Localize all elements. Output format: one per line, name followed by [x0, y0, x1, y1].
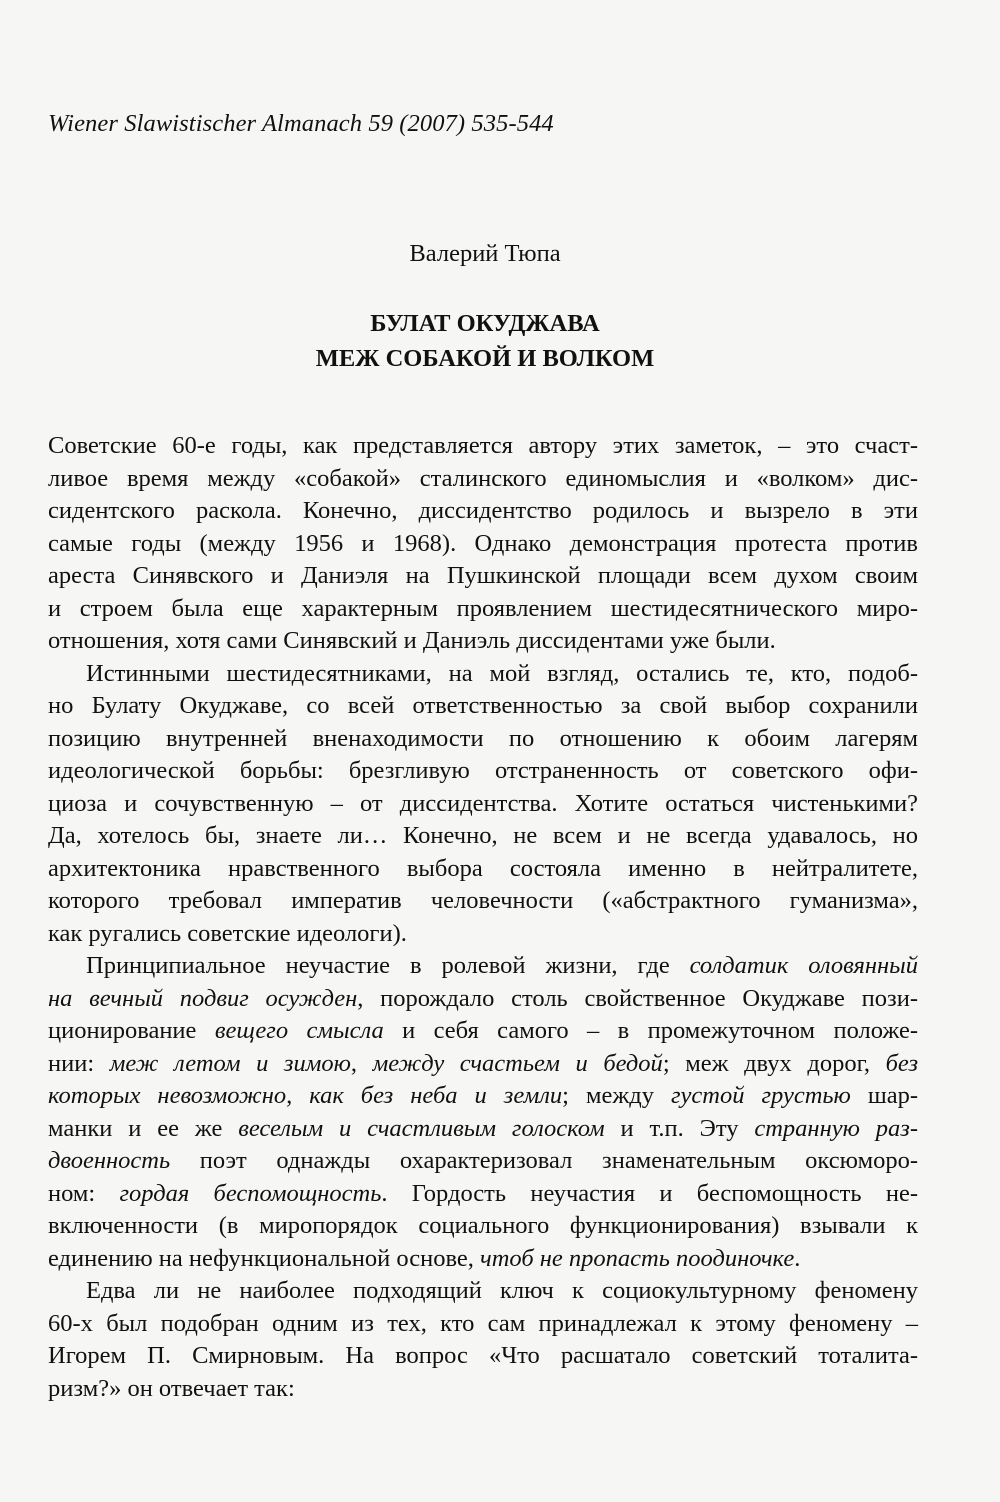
text-line — [48, 1340, 918, 1373]
text-segment: но Булату Окуджаве, со всей ответственностью за свой выбор сохранили — [48, 692, 918, 719]
text-segment: которого требовал императив человечности («абстрактного гуманизма», — [48, 887, 918, 914]
journal-reference: Wiener Slawistischer Almanach 59 (2007) 535-544 — [48, 110, 554, 137]
text-line — [48, 1015, 918, 1048]
italic-quote: меж летом и зимою — [109, 1049, 351, 1077]
italic-quote: вещего смысла — [214, 1017, 384, 1044]
text-segment: позицию внутренней вненаходимости по отношению к обоим лагерям — [48, 724, 918, 752]
text-line — [48, 788, 918, 821]
text-line — [48, 820, 918, 853]
text-line — [48, 1080, 918, 1113]
italic-quote: на вечный подвиг осужден — [48, 984, 358, 1012]
text-line — [48, 723, 918, 756]
italic-quote: странную раз- — [754, 1114, 918, 1142]
text-line — [48, 528, 918, 561]
italic-quote: двоенность — [48, 1147, 171, 1174]
text-segment: отношения, хотя сами Синявский и Даниэль диссидентами уже были. — [48, 627, 776, 654]
title-line-2: МЕЖ СОБАКОЙ И ВОЛКОМ — [315, 345, 655, 372]
text-line — [48, 950, 918, 983]
text-segment: ; между — [562, 1082, 671, 1109]
text-segment: ционирование — [48, 1017, 215, 1044]
text-line — [48, 1308, 918, 1341]
italic-quote: веселым и счастливым голоском — [238, 1114, 605, 1142]
text-line — [48, 755, 918, 788]
text-line — [48, 1210, 918, 1243]
text-line — [48, 1373, 918, 1406]
text-segment: включенности (в миропорядок социального функционирования) взывали к — [48, 1212, 918, 1239]
text-segment: Едва ли не наиболее подходящий ключ к социокультурному феномену — [86, 1277, 918, 1304]
text-segment: нии: — [48, 1049, 110, 1077]
text-line — [48, 430, 918, 463]
text-segment: Принципиальное неучастие в ролевой жизни, где — [86, 952, 690, 979]
text-segment: Истинными шестидесятниками, на мой взгляд, остались те, кто, подоб- — [86, 659, 918, 687]
text-line — [48, 1178, 918, 1211]
text-segment: 60-х был подобран одним из тех, кто сам принадлежал к этому феномену – — [48, 1309, 918, 1337]
text-segment: Советские 60-е годы, как представляется автору этих заметок, – это счаст- — [48, 432, 918, 459]
text-segment: и т.п. Эту — [604, 1114, 755, 1142]
title-line-1: БУЛАТ ОКУДЖАВА — [370, 310, 600, 337]
italic-quote: солдатик оловянный — [689, 952, 918, 979]
italic-quote: между счастьем и бедой — [372, 1049, 663, 1077]
text-segment: , порождало столь свойственное Окуджаве пози- — [357, 984, 918, 1012]
text-line — [48, 593, 918, 626]
text-segment: ; меж двух дорог, — [662, 1049, 886, 1077]
text-line — [48, 495, 918, 528]
text-segment: архитектоника нравственного выбора состояла именно в нейтралитете, — [48, 854, 918, 882]
italic-quote: которых невозможно, как без неба и земли — [48, 1082, 563, 1109]
text-line — [48, 1113, 918, 1146]
text-line — [48, 918, 918, 951]
text-segment: ареста Синявского и Даниэля на Пушкинской площади всем духом своим — [48, 562, 918, 589]
article-title — [0, 306, 970, 376]
text-segment: как ругались советские идеологи). — [48, 919, 407, 947]
text-line — [48, 463, 918, 496]
italic-quote: без — [885, 1049, 919, 1077]
text-line — [48, 658, 918, 691]
text-segment: , — [350, 1049, 373, 1077]
text-segment: и себя самого – в промежуточном положе- — [383, 1017, 918, 1044]
text-segment: циоза и сочувственную – от диссидентства. Хотите остаться чистенькими? — [48, 789, 918, 817]
text-segment: ном: — [48, 1179, 120, 1207]
text-line — [48, 625, 918, 658]
text-segment: самые годы (между 1956 и 1968). Однако демонстрация протеста против — [48, 529, 918, 557]
text-segment: идеологической борьбы: брезгливую отстраненность от советского офи- — [48, 757, 918, 784]
text-segment: . Гордость неучастия и беспомощность не- — [381, 1179, 918, 1207]
text-line — [48, 1243, 918, 1276]
text-segment: ливое время между «собакой» сталинского единомыслия и «волком» дис- — [48, 464, 918, 492]
text-line — [48, 853, 918, 886]
text-line — [48, 885, 918, 918]
text-segment: Игорем П. Смирновым. На вопрос «Что расшатало советский тоталита- — [48, 1342, 918, 1369]
text-segment: поэт однажды охарактеризовал знаменательным оксюмоpо- — [170, 1147, 918, 1174]
text-segment: единению на нефункциональной основе, — [48, 1244, 481, 1272]
text-segment: . — [794, 1244, 801, 1272]
text-segment: Да, хотелось бы, знаете ли… Конечно, не всем и не всегда удавалось, но — [48, 822, 918, 849]
text-segment: сидентского раскола. Конечно, диссидентство родилось и вызрело в эти — [48, 497, 918, 524]
italic-quote: гордая беспомощность — [119, 1179, 382, 1207]
text-line — [48, 1048, 918, 1081]
body-text — [48, 430, 918, 1405]
text-line — [48, 1145, 918, 1178]
text-line — [48, 690, 918, 723]
text-line — [48, 560, 918, 593]
italic-quote: чтоб не пропасть поодиночке — [480, 1244, 795, 1272]
text-segment: и строем была еще характерным проявлением шестидесятнического миро- — [48, 594, 918, 622]
text-line — [48, 983, 918, 1016]
text-segment: ризм?» он отвечает так: — [48, 1374, 295, 1402]
text-segment: шар- — [850, 1082, 918, 1109]
author-name: Валерий Тюпа — [409, 240, 561, 267]
italic-quote: густой грустью — [670, 1082, 851, 1109]
text-segment: манки и ее же — [48, 1114, 239, 1142]
text-line — [48, 1275, 918, 1308]
